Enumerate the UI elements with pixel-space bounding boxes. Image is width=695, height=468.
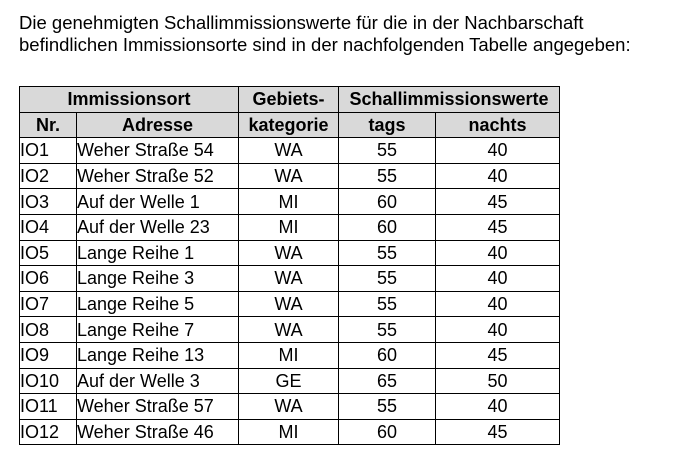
header-row-2 bbox=[20, 112, 560, 138]
cell-category: WA bbox=[239, 240, 339, 266]
table-row bbox=[20, 342, 560, 368]
table-row bbox=[20, 368, 560, 394]
cell-category: MI bbox=[239, 189, 339, 215]
table-header bbox=[20, 87, 560, 138]
cell-nr: IO5 bbox=[20, 240, 77, 266]
cell-address: Weher Straße 54 bbox=[77, 138, 239, 164]
cell-address: Weher Straße 52 bbox=[77, 163, 239, 189]
cell-address: Lange Reihe 13 bbox=[77, 342, 239, 368]
cell-day-value: 60 bbox=[339, 214, 436, 240]
cell-night-value: 40 bbox=[436, 240, 560, 266]
cell-day-value: 55 bbox=[339, 291, 436, 317]
cell-address: Weher Straße 46 bbox=[77, 419, 239, 445]
table-row bbox=[20, 394, 560, 420]
cell-category: WA bbox=[239, 291, 339, 317]
cell-address: Lange Reihe 3 bbox=[77, 266, 239, 292]
cell-address: Auf der Welle 1 bbox=[77, 189, 239, 215]
table-row bbox=[20, 214, 560, 240]
cell-night-value: 40 bbox=[436, 394, 560, 420]
cell-day-value: 60 bbox=[339, 419, 436, 445]
cell-category: GE bbox=[239, 368, 339, 394]
table-row bbox=[20, 189, 560, 215]
cell-nr: IO11 bbox=[20, 394, 77, 420]
cell-category: WA bbox=[239, 317, 339, 343]
cell-night-value: 45 bbox=[436, 419, 560, 445]
cell-night-value: 40 bbox=[436, 291, 560, 317]
cell-night-value: 40 bbox=[436, 317, 560, 343]
cell-night-value: 45 bbox=[436, 342, 560, 368]
cell-day-value: 55 bbox=[339, 266, 436, 292]
cell-day-value: 55 bbox=[339, 240, 436, 266]
cell-night-value: 40 bbox=[436, 266, 560, 292]
table-body bbox=[20, 138, 560, 445]
cell-nr: IO9 bbox=[20, 342, 77, 368]
cell-night-value: 45 bbox=[436, 214, 560, 240]
cell-category: MI bbox=[239, 214, 339, 240]
cell-nr: IO12 bbox=[20, 419, 77, 445]
cell-category: MI bbox=[239, 419, 339, 445]
header-immissionsort: Immissionsort bbox=[20, 87, 239, 113]
cell-nr: IO2 bbox=[20, 163, 77, 189]
header-nr: Nr. bbox=[20, 112, 77, 138]
cell-day-value: 55 bbox=[339, 163, 436, 189]
cell-night-value: 50 bbox=[436, 368, 560, 394]
intro-line-2: befindlichen Immissionsorte sind in der nachfolgenden Tabelle angegeben: bbox=[19, 34, 631, 55]
cell-day-value: 55 bbox=[339, 317, 436, 343]
cell-nr: IO6 bbox=[20, 266, 77, 292]
cell-address: Lange Reihe 5 bbox=[77, 291, 239, 317]
header-row-1 bbox=[20, 87, 560, 113]
header-area-category-line1: Gebiets- bbox=[239, 87, 339, 113]
header-tags: tags bbox=[339, 112, 436, 138]
cell-day-value: 55 bbox=[339, 138, 436, 164]
cell-category: MI bbox=[239, 342, 339, 368]
table-row bbox=[20, 138, 560, 164]
cell-day-value: 55 bbox=[339, 394, 436, 420]
header-adresse: Adresse bbox=[77, 112, 239, 138]
cell-day-value: 65 bbox=[339, 368, 436, 394]
cell-day-value: 60 bbox=[339, 342, 436, 368]
cell-night-value: 40 bbox=[436, 138, 560, 164]
cell-category: WA bbox=[239, 163, 339, 189]
cell-day-value: 60 bbox=[339, 189, 436, 215]
cell-address: Auf der Welle 3 bbox=[77, 368, 239, 394]
header-nachts: nachts bbox=[436, 112, 560, 138]
cell-address: Auf der Welle 23 bbox=[77, 214, 239, 240]
intro-line-1: Die genehmigten Schallimmissionswerte für die in der Nachbarschaft bbox=[19, 12, 584, 33]
cell-night-value: 40 bbox=[436, 163, 560, 189]
table-row bbox=[20, 163, 560, 189]
table-row bbox=[20, 317, 560, 343]
cell-nr: IO1 bbox=[20, 138, 77, 164]
cell-night-value: 45 bbox=[436, 189, 560, 215]
table-row bbox=[20, 240, 560, 266]
cell-category: WA bbox=[239, 394, 339, 420]
immission-values-table bbox=[19, 86, 560, 445]
cell-nr: IO7 bbox=[20, 291, 77, 317]
cell-address: Lange Reihe 7 bbox=[77, 317, 239, 343]
cell-address: Lange Reihe 1 bbox=[77, 240, 239, 266]
table-row bbox=[20, 266, 560, 292]
cell-address: Weher Straße 57 bbox=[77, 394, 239, 420]
cell-nr: IO3 bbox=[20, 189, 77, 215]
cell-nr: IO8 bbox=[20, 317, 77, 343]
table-row bbox=[20, 291, 560, 317]
header-schallimmissionswerte: Schallimmissionswerte bbox=[339, 87, 560, 113]
table-row bbox=[20, 419, 560, 445]
header-area-category-line2: kategorie bbox=[239, 112, 339, 138]
intro-paragraph bbox=[19, 12, 689, 56]
cell-nr: IO10 bbox=[20, 368, 77, 394]
cell-category: WA bbox=[239, 138, 339, 164]
cell-nr: IO4 bbox=[20, 214, 77, 240]
cell-category: WA bbox=[239, 266, 339, 292]
